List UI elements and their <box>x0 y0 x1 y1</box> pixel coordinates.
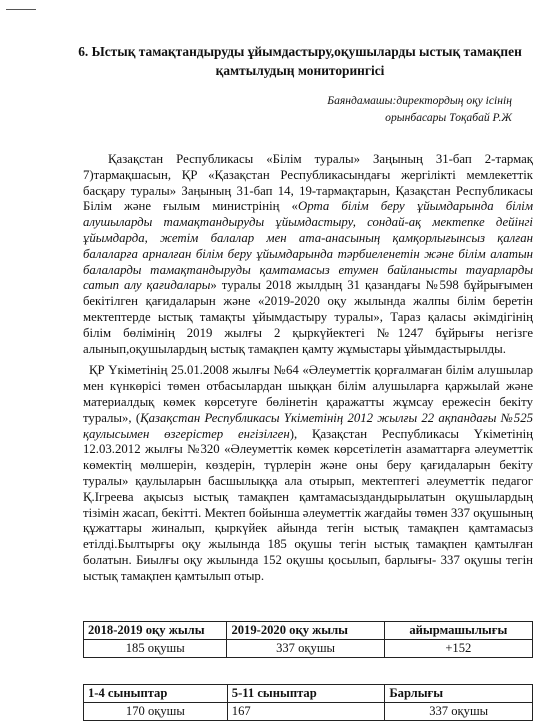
speaker-name: орынбасары Тоқабай Р.Ж <box>385 111 512 124</box>
table-cell: 170 оқушы <box>84 703 228 721</box>
section-heading <box>60 42 540 80</box>
table-header-cell: айырмашылығы <box>384 622 532 640</box>
table-row <box>84 703 533 721</box>
table-cell: 337 оқушы <box>227 640 384 658</box>
heading-line-1: 6. Ыстық тамақтандыруды ұйымдастыру,оқушыларды ыстық тамақпен <box>78 44 522 59</box>
table-header-row <box>84 685 533 703</box>
table-cell: 337 оқушы <box>385 703 533 721</box>
paragraph-2-part-1: ҚР Үкіметінің 25.01.2008 жылғы №64 «Әлеуметтік қорғалмаған білім алушылар мен күнкөрісі төмен отбасылардан шыққан білім алушыларға қаржылай және материалдық көмек көрсетуге бөлінетін қаражатты жұмсау ережесін бекіту туралы», ( <box>83 363 533 425</box>
paragraph-1-italic: Орта білім беру ұйымдарында білім алушыларды тамақтандыруды ұйымдастыру, сондай-ақ мектепке дейінгі ұйымдарда, жетім балалар мен ата-анасының қамқорлығынсыз қалған балаларға арналған білім беру ұйымдарында тәрбиеленетін және білім алатын балаларды тамақтандыруды қамтамасыз етумен байланысты тауарларды сатып алу қағидалары <box>83 199 533 293</box>
table-header-cell: Барлығы <box>385 685 533 703</box>
table-header-cell: 5-11 сыныптар <box>227 685 385 703</box>
yearly-comparison-table <box>83 621 533 658</box>
paragraph-2 <box>83 363 533 584</box>
table-row <box>84 640 533 658</box>
paragraph-2-part-2: ), Қазақстан Республикасы Үкіметінің 12.03.2012 жылғы №320 «Әлеуметтік көмек көрсетілетін азаматтарға әлеуметтік көмектің мөлшерін, көздерін, түрлерін және оны беру қағидаларын бекіту туралы» қаулыларын басшылыққа ала отырып, мектептегі әлеуметтік педагог Қ.Ігреева ақысыз ыстық тамақпен қамтамасыздандырылатын оқушылардың тізімін жасап, бекітті. Мектеп бойынша әлеуметтік жағдайы төмен 337 оқушының құжаттары жиналып, қыркүйек айында тегін ыстық тамақпен қамтамасыз етілді.Былтырғы оқу жылында 185 оқушы тегін ыстық тамақпен қамтылған болатын. Биылғы оқу жылында 152 оқушы қосылып, барлығы- 337 оқушы тегін ыстық тамақпен қамтылып отыр. <box>83 426 533 583</box>
grade-breakdown-table <box>83 684 533 721</box>
speaker-info <box>300 92 512 126</box>
table-cell: 167 <box>227 703 385 721</box>
top-rule <box>6 9 36 10</box>
paragraph-1 <box>83 152 533 357</box>
speaker-role: Баяндамашы:директордың оқу ісінің <box>327 94 512 107</box>
table-header-row <box>84 622 533 640</box>
table-cell: 185 оқушы <box>84 640 227 658</box>
paragraph-2-italic: Қазақстан Республикасы Үкіметінің 2012 жылғы 22 ақпандағы №525 қаулысымен өзгерістер енгізілген <box>83 410 534 441</box>
table-header-cell: 2018-2019 оқу жылы <box>84 622 227 640</box>
table-header-cell: 1-4 сыныптар <box>84 685 228 703</box>
heading-line-2: қамтылудың мониторингісі <box>215 63 385 78</box>
table-cell: +152 <box>384 640 532 658</box>
body-text <box>83 152 533 585</box>
paragraph-1-part-2: » туралы 2018 жылдың 31 қазандағы №598 бұйрығымен бекітілген қағидаларын және «2019-2020 оқу жылында жалпы білім беретін мектептерде ыстық тамақты ұйымдастыру туралы», Тараз қаласы әкімдігінің білім бөлімінің 2019 жылғы 2 қыркүйектегі №1247 бұйрығы негізге алынып,оқушылардың ыстық тамақпен қамту жұмыстары ұйымдастырылды. <box>83 278 533 356</box>
paragraph-1-part-1: Қазақстан Республикасы «Білім туралы» Заңының 31-бап 2-тармақ 7)тармақшасын, ҚР «Қазақстан Республикасындағы жергілікті мемлекеттік басқару туралы» Заңының 31-бап 14, 19-тармақтарын, Қазақстан Республикасы Білім және ғылым министрінің « <box>83 152 533 214</box>
table-header-cell: 2019-2020 оқу жылы <box>227 622 384 640</box>
